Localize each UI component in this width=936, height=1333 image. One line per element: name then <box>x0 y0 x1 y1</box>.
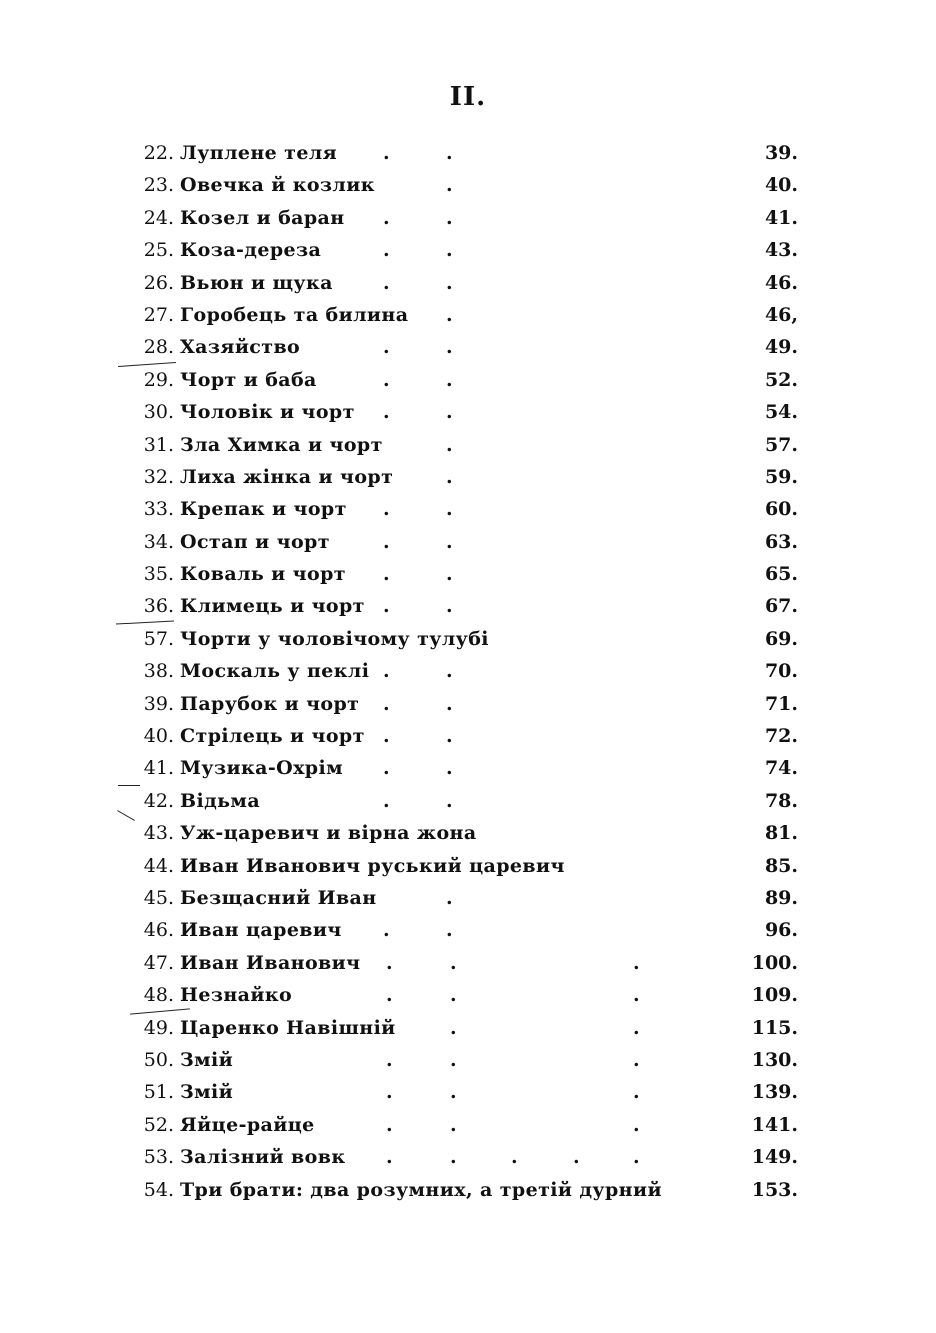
toc-entry <box>0 429 936 461</box>
entry-title: Коваль и чорт <box>180 563 346 586</box>
toc-entry <box>0 1141 936 1173</box>
leader-dot: . <box>633 1048 640 1071</box>
entry-number: 32. <box>143 465 174 488</box>
entry-number: 28. <box>143 336 174 359</box>
entry-page: 70. <box>764 660 798 683</box>
entry-page: 54. <box>764 401 798 424</box>
entry-title: Козел и баран <box>180 206 345 229</box>
leader-dot: . <box>446 336 453 359</box>
entry-title: Змій <box>180 1048 234 1071</box>
entry-page: 43. <box>764 239 798 262</box>
entry-page: 46. <box>764 271 798 294</box>
toc-entry <box>0 882 936 914</box>
entry-page: 141. <box>751 1113 798 1136</box>
entry-number: 53. <box>143 1146 174 1169</box>
leader-dot: . <box>511 1146 518 1169</box>
leader-dot: . <box>383 142 390 164</box>
entry-number: 57. <box>143 627 174 650</box>
entry-title: Чорти у чоловічому тулубі <box>180 627 489 650</box>
leader-dot: . <box>446 692 453 715</box>
toc-entry <box>0 331 936 363</box>
toc-entry <box>0 461 936 493</box>
entry-number: 52. <box>143 1113 174 1136</box>
entry-title: Залізний вовк <box>180 1146 346 1169</box>
leader-dot: . <box>446 303 453 326</box>
toc-entry <box>0 526 936 558</box>
leader-dot: . <box>446 595 453 618</box>
toc-entry <box>0 169 936 201</box>
toc-entry <box>0 493 936 525</box>
leader-dot: . <box>383 692 390 715</box>
leader-dot: . <box>633 1113 640 1136</box>
leader-dot: . <box>446 660 453 683</box>
entry-page: 69. <box>764 627 798 650</box>
entry-page: 49. <box>764 336 798 359</box>
leader-dot: . <box>383 206 390 229</box>
entry-title: Безщасний Иван <box>180 886 377 909</box>
leader-dot: . <box>450 1048 457 1071</box>
entry-page: 71. <box>764 692 798 715</box>
leader-dot: . <box>383 336 390 359</box>
entry-page: 59. <box>764 465 798 488</box>
entry-number: 49. <box>143 1016 174 1039</box>
leader-dot: . <box>383 239 390 262</box>
toc-entry <box>0 655 936 687</box>
leader-dot: . <box>633 1081 640 1104</box>
leader-dot: . <box>450 1113 457 1136</box>
leader-dot: . <box>446 206 453 229</box>
toc-entry <box>0 1076 936 1108</box>
toc-entry <box>0 590 936 622</box>
toc-entry <box>0 752 936 784</box>
toc-entry <box>0 850 936 882</box>
entry-title: Змій <box>180 1081 234 1104</box>
entry-page: 153. <box>751 1178 798 1201</box>
entry-page: 109. <box>751 984 798 1007</box>
entry-number: 50. <box>143 1048 174 1071</box>
leader-dot: . <box>386 1081 393 1104</box>
entry-number: 42. <box>143 789 174 812</box>
leader-dot: . <box>633 951 640 974</box>
toc-entry <box>0 267 936 299</box>
entry-number: 22. <box>143 142 174 164</box>
entry-title: Остап и чорт <box>180 530 330 553</box>
entry-title: Горобець та билина <box>180 303 409 326</box>
entry-title: Вьюн и щука <box>180 271 333 294</box>
entry-page: 139. <box>751 1081 798 1104</box>
leader-dot: . <box>383 563 390 586</box>
leader-dot: . <box>386 1146 393 1169</box>
leader-dot: . <box>446 725 453 748</box>
leader-dot: . <box>383 530 390 553</box>
entry-number: 47. <box>143 951 174 974</box>
entry-title: Чорт и баба <box>180 368 317 391</box>
leader-dot: . <box>383 789 390 812</box>
leader-dot: . <box>450 1081 457 1104</box>
leader-dot: . <box>383 498 390 521</box>
leader-dot: . <box>446 142 453 164</box>
toc-entry <box>0 396 936 428</box>
entry-number: 48. <box>143 984 174 1007</box>
entry-number: 31. <box>143 433 174 456</box>
toc-entry <box>0 299 936 331</box>
toc-entry <box>0 558 936 590</box>
toc-entry <box>0 979 936 1011</box>
entry-title: Климець и чорт <box>180 595 365 618</box>
entry-number: 54. <box>143 1178 174 1201</box>
entry-number: 25. <box>143 239 174 262</box>
leader-dot: . <box>450 951 457 974</box>
toc-entry <box>0 688 936 720</box>
entry-title: Луплене теля <box>180 142 338 164</box>
entry-title: Незнайко <box>180 984 293 1007</box>
entry-title: Крепак и чорт <box>180 498 347 521</box>
leader-dot: . <box>446 530 453 553</box>
entry-number: 43. <box>143 822 174 845</box>
entry-page: 57. <box>764 433 798 456</box>
toc-entry <box>0 234 936 266</box>
leader-dot: . <box>446 271 453 294</box>
entry-title: Иван Иванович руський царевич <box>180 854 565 877</box>
leader-dot: . <box>450 1016 457 1039</box>
page-number: II. <box>449 82 487 112</box>
leader-dot: . <box>446 919 453 942</box>
leader-dot: . <box>446 401 453 424</box>
leader-dot: . <box>383 725 390 748</box>
leader-dot: . <box>450 984 457 1007</box>
entry-title: Уж-царевич и вірна жона <box>180 822 477 845</box>
leader-dot: . <box>446 433 453 456</box>
entry-title: Яйце-райце <box>180 1113 315 1136</box>
leader-dot: . <box>386 951 393 974</box>
entry-number: 29. <box>143 368 174 391</box>
leader-dot: . <box>633 1016 640 1039</box>
entry-page: 78. <box>764 789 798 812</box>
entry-page: 41. <box>764 206 798 229</box>
entry-page: 149. <box>751 1146 798 1169</box>
leader-dot: . <box>383 271 390 294</box>
toc-entry <box>0 202 936 234</box>
leader-dot: . <box>386 1048 393 1071</box>
toc-entry <box>0 817 936 849</box>
entry-title: Овечка й козлик <box>180 174 375 197</box>
entry-page: 74. <box>764 757 798 780</box>
leader-dot: . <box>446 563 453 586</box>
entry-page: 81. <box>764 822 798 845</box>
entry-page: 115. <box>751 1016 798 1039</box>
entry-title: Москаль у пеклі <box>180 660 370 683</box>
entry-title: Иван Иванович <box>180 951 361 974</box>
entry-number: 39. <box>143 692 174 715</box>
entry-title: Хазяйство <box>180 336 301 359</box>
entry-title: Відьма <box>180 789 261 812</box>
entry-number: 45. <box>143 886 174 909</box>
toc-entry <box>0 364 936 396</box>
entry-title: Стрілець и чорт <box>180 725 365 748</box>
entry-page: 72. <box>764 725 798 748</box>
entry-number: 46. <box>143 919 174 942</box>
leader-dot: . <box>383 919 390 942</box>
entry-number: 44. <box>143 854 174 877</box>
entry-number: 40. <box>143 725 174 748</box>
entry-number: 34. <box>143 530 174 553</box>
entry-page: 67. <box>764 595 798 618</box>
entry-number: 24. <box>143 206 174 229</box>
leader-dot: . <box>573 1146 580 1169</box>
leader-dot: . <box>446 789 453 812</box>
leader-dot: . <box>446 174 453 197</box>
toc-entry <box>0 785 936 817</box>
entry-page: 46, <box>764 303 798 326</box>
leader-dot: . <box>383 401 390 424</box>
entry-title: Царенко Навішній <box>180 1016 396 1039</box>
entry-title: Чоловік и чорт <box>180 401 355 424</box>
entry-number: 38. <box>143 660 174 683</box>
toc-entry <box>0 1044 936 1076</box>
entry-title: Лиха жінка и чорт <box>180 465 394 488</box>
toc-entry <box>0 1174 936 1206</box>
entry-number: 30. <box>143 401 174 424</box>
toc-entry <box>0 1109 936 1141</box>
leader-dot: . <box>446 368 453 391</box>
entry-page: 40. <box>764 174 798 197</box>
entry-page: 39. <box>764 142 798 164</box>
toc-entry <box>0 1012 936 1044</box>
entry-title: Коза-дереза <box>180 239 322 262</box>
leader-dot: . <box>633 984 640 1007</box>
entry-page: 96. <box>764 919 798 942</box>
entry-number: 23. <box>143 174 174 197</box>
leader-dot: . <box>383 757 390 780</box>
leader-dot: . <box>446 757 453 780</box>
entry-title: Парубок и чорт <box>180 692 360 715</box>
toc-entry <box>0 947 936 979</box>
leader-dot: . <box>446 498 453 521</box>
toc-entry <box>0 914 936 946</box>
entry-title: Зла Химка и чорт <box>180 433 383 456</box>
entry-title: Музика-Охрім <box>180 757 344 780</box>
entry-number: 35. <box>143 563 174 586</box>
entry-page: 85. <box>764 854 798 877</box>
entry-page: 100. <box>751 951 798 974</box>
entry-number: 36. <box>143 595 174 618</box>
entry-number: 33. <box>143 498 174 521</box>
leader-dot: . <box>383 368 390 391</box>
entry-page: 52. <box>764 368 798 391</box>
pencil-mark <box>118 785 140 786</box>
toc-entry <box>0 623 936 655</box>
entry-title: Три брати: два розумних, а третій дурний <box>180 1178 662 1201</box>
table-of-contents <box>0 137 936 1206</box>
entry-page: 60. <box>764 498 798 521</box>
leader-dot: . <box>383 595 390 618</box>
entry-page: 89. <box>764 886 798 909</box>
entry-number: 26. <box>143 271 174 294</box>
toc-entry <box>0 137 936 169</box>
entry-title: Иван царевич <box>180 919 342 942</box>
leader-dot: . <box>383 660 390 683</box>
leader-dot: . <box>386 1113 393 1136</box>
leader-dot: . <box>446 239 453 262</box>
toc-entry <box>0 720 936 752</box>
entry-number: 41. <box>143 757 174 780</box>
leader-dot: . <box>633 1146 640 1169</box>
entry-page: 65. <box>764 563 798 586</box>
entry-number: 51. <box>143 1081 174 1104</box>
entry-page: 63. <box>764 530 798 553</box>
leader-dot: . <box>446 886 453 909</box>
leader-dot: . <box>450 1146 457 1169</box>
leader-dot: . <box>386 984 393 1007</box>
leader-dot: . <box>446 465 453 488</box>
entry-number: 27. <box>143 303 174 326</box>
entry-page: 130. <box>751 1048 798 1071</box>
